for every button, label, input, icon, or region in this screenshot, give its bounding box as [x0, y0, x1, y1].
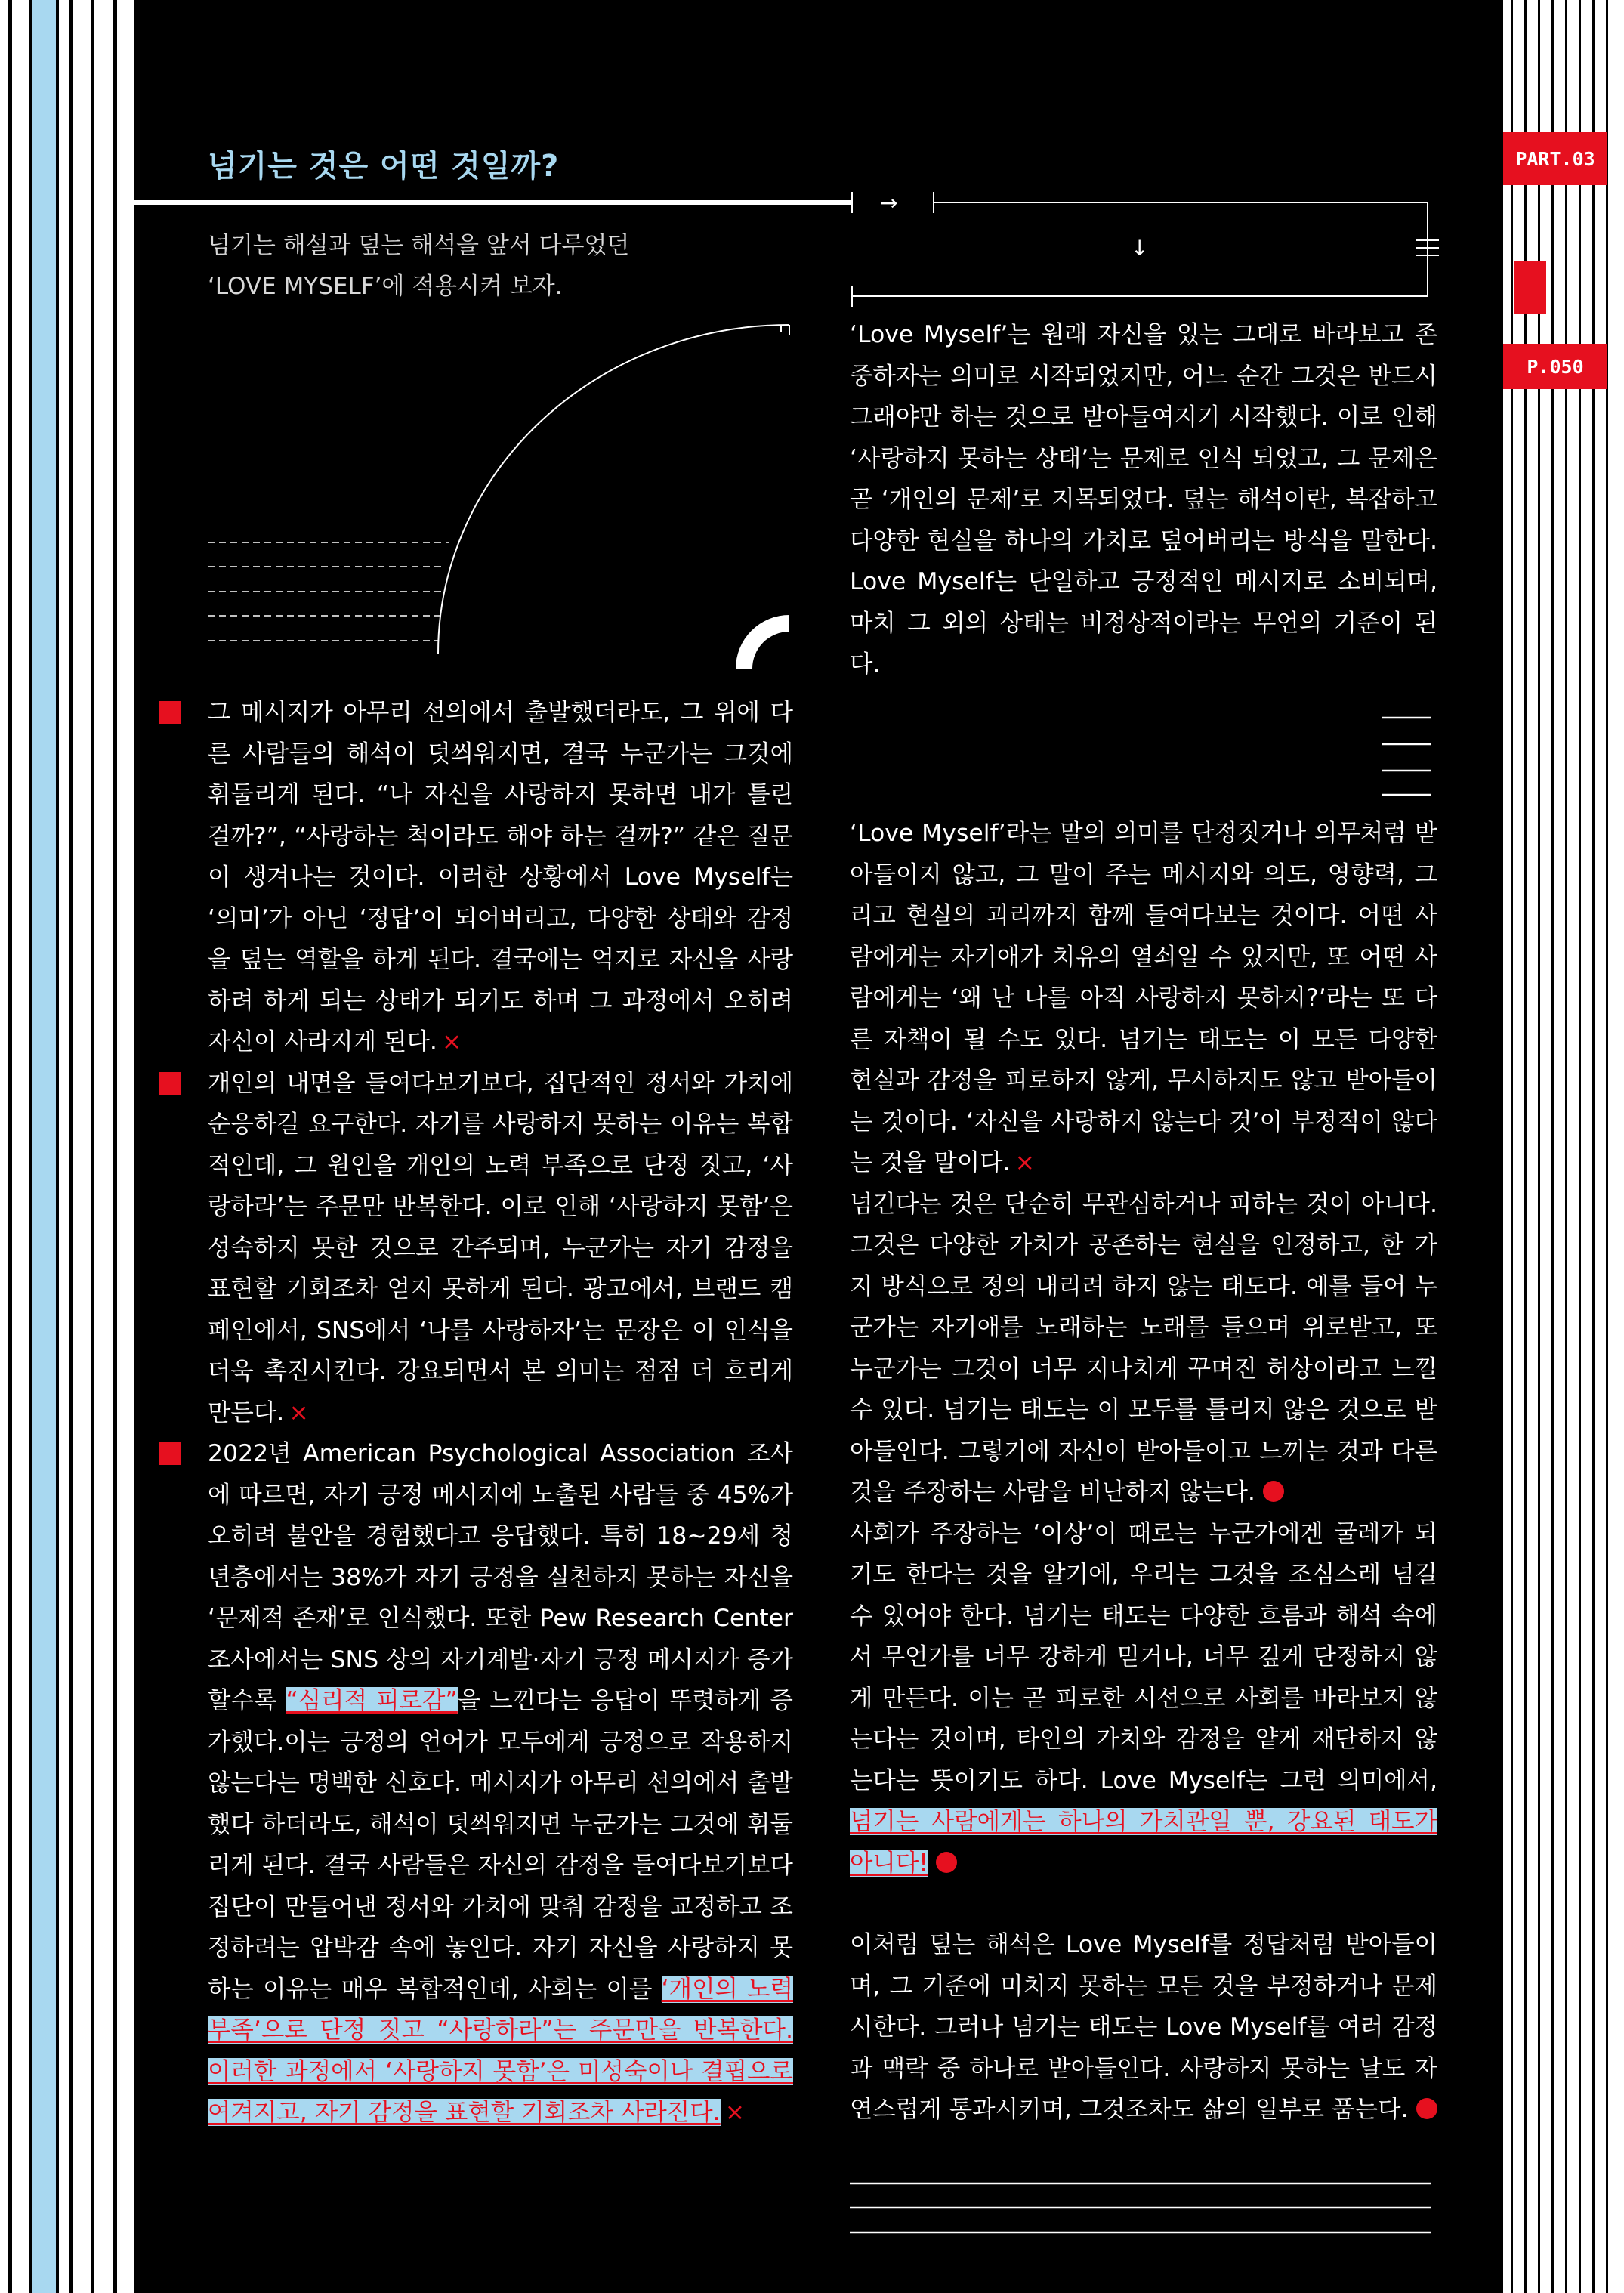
paragraph	[850, 1513, 1437, 1884]
right-arrow-icon: →	[880, 190, 898, 215]
list-item	[208, 692, 793, 1063]
paragraph	[208, 1433, 793, 2134]
cross-mark-icon: ×	[441, 1028, 462, 1055]
red-dot-icon	[1263, 1481, 1284, 1502]
paragraph	[208, 1063, 793, 1434]
paragraph-text: 2022년 American Psychological Association 조사에 따르면, 자기 긍정 메시지에 노출된 사람들 중 45%가 오히려 불안을 경험했다고 응답했다. 특히 18~29세 청년층에서는 38%가 자기 긍정을 실천하지 못하는 자신을 ‘문제적 존재’로 인식했다. 또한 Pew Research Center 조사에서는 SNS 상의 자기계발·자기 긍정 메시지가 증가할수록	[208, 1440, 793, 1714]
page-title: 넘기는 것은 어떤 것일까?	[208, 149, 560, 184]
paragraph: ‘Love Myself’는 원래 자신을 있는 그대로 바라보고 존중하자는 의미로 시작되었지만, 어느 순간 그것은 반드시 그래야만 하는 것으로 받아들여지기 시작했다. 이로 인해 ‘사랑하지 못하는 상태’는 문제로 인식 되었고, 그 문제은 곧 ‘개인의 문제’로 지목되었다. 덮는 해석이란, 복잡하고 다양한 현실을 하나의 가치로 덮어버리는 방식을 말한다. Love Myself는 단일하고 긍정적인 메시지로 소비되며, 마치 그 외의 상태는 비정상적이라는 무언의 기준이 된다.	[850, 321, 1437, 678]
highlight-text: “심리적 피로감”	[286, 1687, 458, 1714]
red-dot-icon	[936, 1852, 957, 1873]
paragraph	[850, 813, 1437, 1184]
subtitle	[208, 225, 736, 307]
subtitle-line: ‘LOVE MYSELF’에 적용시켜 보자.	[208, 273, 563, 300]
paragraph	[850, 1184, 1437, 1513]
paragraph	[850, 1924, 1437, 2131]
down-arrow-icon: ↓	[1131, 236, 1149, 261]
right-column-intro	[850, 314, 1437, 685]
paragraph-text: 이처럼 덮는 해석은 Love Myself를 정답처럼 받아들이며, 그 기준에 미치지 못하는 모든 것을 부정하거나 문제시한다. 그러나 넘기는 태도는 Love Myself를 여러 감정과 맥락 중 하나로 받아들인다. 사랑하지 못하는 날도 자연스럽게 통과시키며, 그것조차도 삶의 일부로 품는다.	[850, 1931, 1437, 2123]
list-item	[208, 1433, 793, 2134]
paragraph-text: 사회가 주장하는 ‘이상’이 때로는 누군가에겐 굴레가 되기도 한다는 것을 알기에, 우리는 그것을 조심스레 넘길 수 있어야 한다. 넘기는 태도는 다양한 흐름과 해석 속에서 무언가를 너무 강하게 믿거나, 너무 깊게 단정하지 않게 만든다. 이는 곧 피로한 시선으로 사회를 바라보지 않는다는 것이며, 타인의 가치와 감정을 얕게 재단하지 않는다는 뜻이기도 하다. Love Myself는 그런 의미에서,	[850, 1519, 1437, 1794]
paragraph-text: ‘Love Myself’라는 말의 의미를 단정짓거나 의무처럼 받아들이지 않고, 그 말이 주는 메시지와 의도, 영향력, 그리고 현실의 괴리까지 함께 들여다보는 것이다. 어떤 사람에게는 자기애가 치유의 열쇠일 수 있지만, 또 어떤 사람에게는 ‘왜 난 나를 아직 사랑하지 못하지?’라는 또 다른 자책이 될 수도 있다. 넘기는 태도는 이 모든 다양한 현실과 감정을 피로하지 않게, 무시하지도 않고 받아들이는 것이다. ‘자신을 사랑하지 않는다 것’이 부정적이 않다는 것을 말이다.	[850, 820, 1437, 1176]
cross-mark-icon: ×	[724, 2099, 746, 2126]
red-marker-tab	[1514, 261, 1546, 314]
paragraph-text: 그 메시지가 아무리 선의에서 출발했더라도, 그 위에 다른 사람들의 해석이 덧씌워지면, 결국 누군가는 그것에 휘둘리게 된다. “나 자신을 사랑하지 못하면 내가 틀린 걸까?”, “사랑하는 척이라도 해야 하는 걸까?” 같은 질문이 생겨나는 것이다. 이러한 상황에서 Love Myself는 ‘의미’가 아닌 ‘정답’이 되어버리고, 다양한 상태와 감정을 덮는 역할을 하게 된다. 결국에는 억지로 자신을 사랑하려 하게 되는 상태가 되기도 하며 그 과정에서 오히려 자신이 사라지게 된다.	[208, 699, 793, 1055]
subtitle-line: 넘기는 해설과 덮는 해석을 앞서 다루었던	[208, 232, 630, 259]
paragraph-text: 넘긴다는 것은 단순히 무관심하거나 피하는 것이 아니다. 그것은 다양한 가치가 공존하는 현실을 인정하고, 한 가지 방식으로 정의 내리려 하지 않는 태도다. 예를 들어 누군가는 자기애를 노래하는 노래를 들으며 위로받고, 또 누군가는 그것이 너무 지나치게 꾸며진 허상이라고 느낄 수 있다. 넘기는 태도는 이 모두를 틀리지 않은 것으로 받아들인다. 그렇기에 자신이 받아들이고 느끼는 것과 다른 것을 주장하는 사람을 비난하지 않는다.	[850, 1190, 1437, 1506]
part-tab: PART.03	[1503, 132, 1607, 185]
right-column-body	[850, 813, 1437, 2131]
red-dot-icon	[1416, 2098, 1437, 2119]
paragraph	[208, 692, 793, 1063]
red-square-bullet-icon	[159, 1072, 181, 1095]
left-stripe-margin	[0, 0, 134, 2293]
red-square-bullet-icon	[159, 1442, 181, 1465]
left-column	[208, 692, 793, 2134]
highlight-text: ‘개인의 노력 부족’으로 단정 짓고 “사랑하라”는 주문만을 반복한다. 이러한 과정에서 ‘사랑하지 못함’은 미성숙이나 결핍으로 여겨지고, 자기 감정을 표현할 기회조차 사라진다.	[208, 1975, 794, 2126]
list-item	[208, 1063, 793, 1434]
paragraph-text: 개인의 내면을 들여다보기보다, 집단적인 정서와 가치에 순응하길 요구한다. 자기를 사랑하지 못하는 이유는 복합적인데, 그 원인을 개인의 노력 부족으로 단정 짓고, ‘사랑하라’는 주문만 반복한다. 이로 인해 ‘사랑하지 못함’은 성숙하지 못한 것으로 간주되며, 누군가는 자기 감정을 표현할 기회조차 얻지 못하게 된다. 광고에서, 브랜드 캠페인에서, SNS에서 ‘나를 사랑하자’는 문장은 이 인식을 더욱 촉진시킨다. 강요되면서 본 의미는 점점 더 흐리게 만든다.	[208, 1069, 793, 1426]
highlight-text: 넘기는 사람에게는 하나의 가치관일 뿐, 강요된 태도가 아니다!	[850, 1808, 1437, 1877]
cross-mark-icon: ×	[289, 1398, 309, 1426]
paragraph-text: 을 느낀다는 응답이 뚜렷하게 증가했다.이는 긍정의 언어가 모두에게 긍정으로 작용하지 않는다는 명백한 신호다. 메시지가 아무리 선의에서 출발했다 하더라도, 해석이 덧씌워지면 누군가는 그것에 휘둘리게 된다. 결국 사람들은 자신의 감정을 들여다보기보다 집단이 만들어낸 정서와 가치에 맞춰 감정을 교정하고 조정하려는 압박감 속에 놓인다. 자기 자신을 사랑하지 못하는 이유는 매우 복합적인데, 사회는 이를	[208, 1687, 793, 2003]
cross-mark-icon: ×	[1014, 1149, 1036, 1176]
red-square-bullet-icon	[159, 701, 181, 724]
page-number-tab: P.050	[1503, 344, 1607, 389]
